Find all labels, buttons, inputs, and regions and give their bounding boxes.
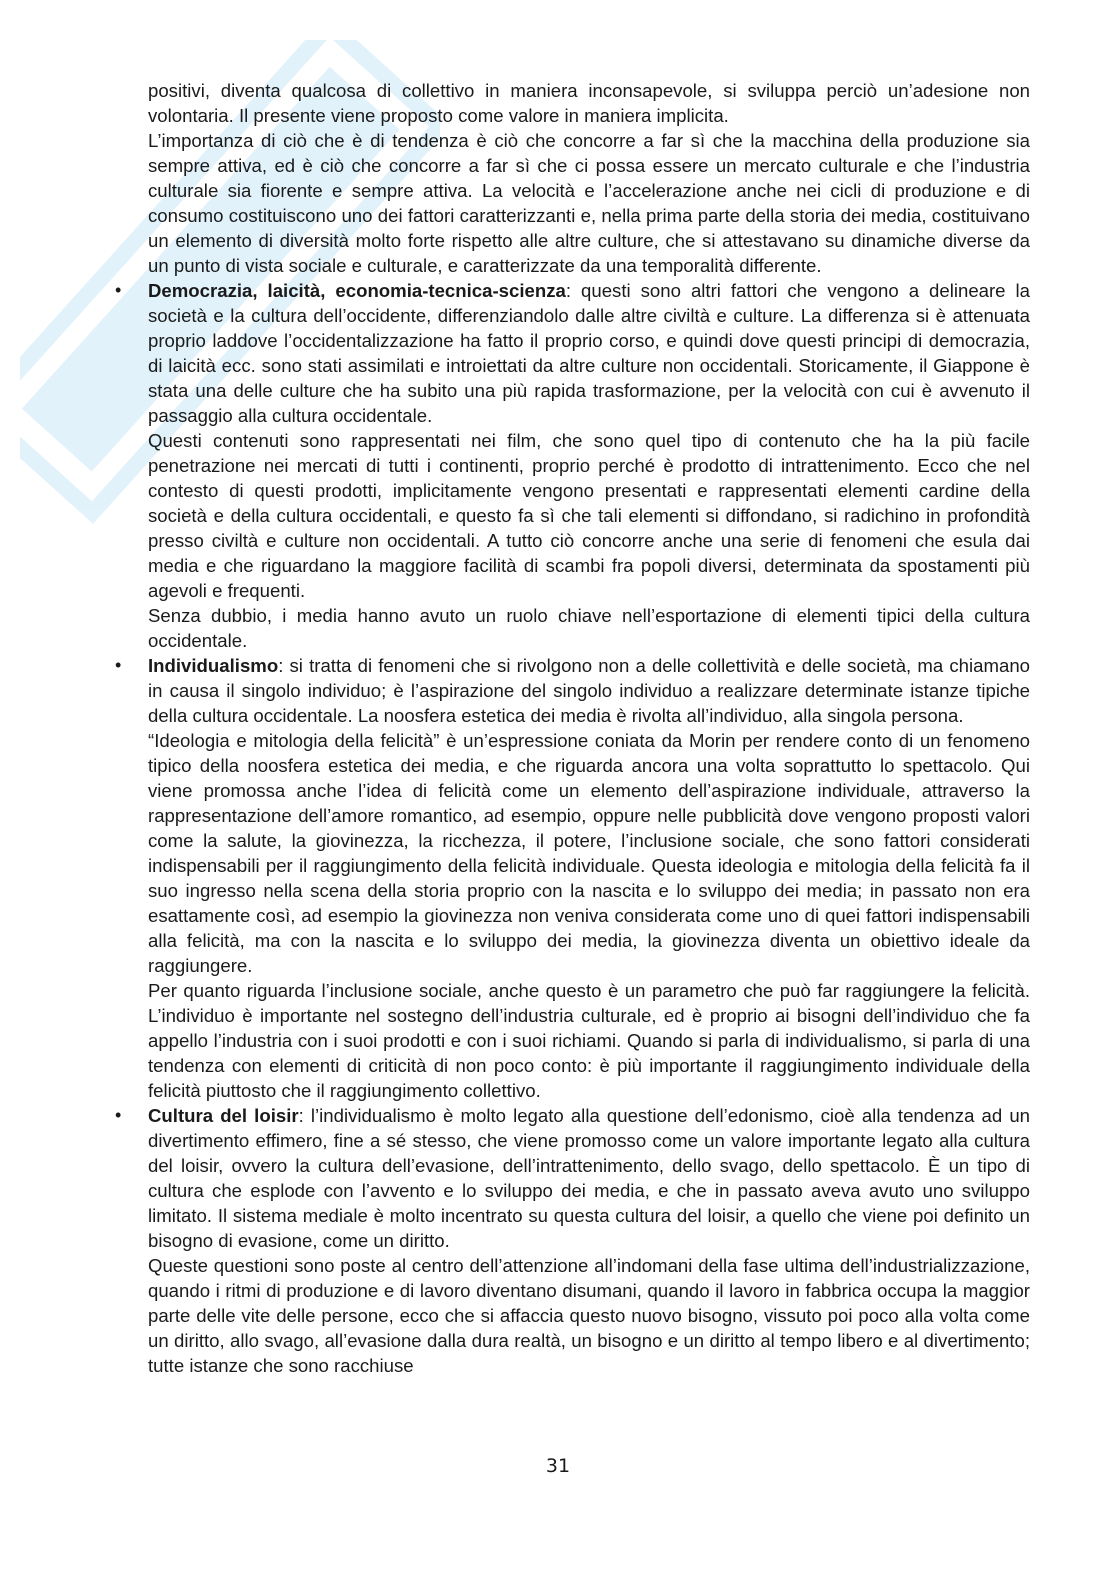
bullet-text: : si tratta di fenomeni che si rivolgono non a delle collettività e delle società, ma chiamano in causa il singolo individuo; è l’aspirazione del singolo individuo a realizzare determinate istanze tipiche della cultura occidentale. La noosfera estetica dei media è rivolta all’individuo, alla singola persona.: [148, 655, 1030, 726]
bullet-lead: [148, 1103, 1030, 1253]
intro-paragraph-1: positivi, diventa qualcosa di collettivo in maniera inconsapevole, si sviluppa perciò un’adesione non volontaria. Il presente viene proposto come valore in maniera implicita.: [148, 80, 1030, 126]
bullet-term: Individualismo: [148, 655, 279, 676]
bullet-lead: [148, 653, 1030, 728]
bullet-item-individualismo: [148, 653, 1030, 1103]
bullet-item-loisir: [148, 1103, 1030, 1378]
bullet-paragraph: Queste questioni sono poste al centro dell’attenzione all’indomani della fase ultima dell’industrializzazione, quando i ritmi di produzione e di lavoro diventano disumani, quando il lavoro in fabbrica occupa la maggior parte delle vite delle persone, ecco che si affaccia questo nuovo bisogno, vissuto poi poco alla volta come un diritto, allo svago, all’evasione dalla dura realtà, un bisogno e un diritto al tempo libero e al divertimento; tutte istanze che sono racchiuse: [148, 1255, 1030, 1376]
bullet-item-democrazia: [148, 278, 1030, 653]
bullet-paragraph: “Ideologia e mitologia della felicità” è un’espressione coniata da Morin per rendere conto di un fenomeno tipico della noosfera estetica dei media, e che riguarda ancora una volta soprattutto lo spettacolo. Qui viene promossa anche l’idea di felicità come un elemento dell’aspirazione individuale, attraverso la rappresentazione dell’amore romantico, ad esempio, oppure nelle pubblicità dove vengono proposti valori come la salute, la giovinezza, la ricchezza, il potere, l’inclusione sociale, che sono fattori considerati indispensabili per il raggiungimento della felicità individuale. Questa ideologia e mitologia della felicità fa il suo ingresso nella scena della storia proprio con la nascita e lo sviluppo dei media; in passato non era esattamente così, ad esempio la giovinezza non veniva considerata come uno di quei fattori indispensabili alla felicità, ma con la nascita e lo sviluppo dei media, la giovinezza diventa un obiettivo ideale da raggiungere.: [148, 730, 1030, 976]
document-body: [148, 78, 1030, 1378]
intro-paragraph-2: L’importanza di ciò che è di tendenza è ciò che concorre a far sì che la macchina della produzione sia sempre attiva, ed è ciò che concorre a far sì che ci possa essere un mercato culturale e che l’industria culturale sia fiorente e sempre attiva. La velocità e l’accelerazione anche nei cicli di produzione e di consumo costituiscono uno dei fattori caratterizzanti e, nella prima parte della storia dei media, costituivano un elemento di diversità molto forte rispetto alle altre culture, che si attestavano su dinamiche diverse da un punto di vista sociale e culturale, e caratterizzate da una temporalità differente.: [148, 130, 1030, 276]
bullet-list: [148, 278, 1030, 1378]
bullet-text: : questi sono altri fattori che vengono a delineare la società e la cultura dell’occidente, differenziandolo dalle altre civiltà e culture. La differenza si è attenuata proprio laddove l’occidentalizzazione ha fatto il proprio corso, e quindi dove questi principi di democrazia, di laicità ecc. sono stati assimilati e introiettati da altre culture non occidentali. Storicamente, il Giappone è stata una delle culture che ha subito una più rapida trasformazione, per la velocità con cui è avvenuto il passaggio alla cultura occidentale.: [148, 280, 1030, 426]
bullet-paragraph: Per quanto riguarda l’inclusione sociale, anche questo è un parametro che può far raggiungere la felicità. L’individuo è importante nel sostegno dell’industria culturale, ed è proprio ai bisogni dell’individuo che fa appello l’industria con i suoi prodotti e con i suoi richiami. Quando si parla di individualismo, si parla di una tendenza con elementi di criticità di non poco conto: è più importante il raggiungimento individuale della felicità piuttosto che il raggiungimento collettivo.: [148, 980, 1030, 1101]
bullet-term: Cultura del loisir: [148, 1105, 299, 1126]
bullet-paragraph: Questi contenuti sono rappresentati nei film, che sono quel tipo di contenuto che ha la più facile penetrazione nei mercati di tutti i continenti, proprio perché è prodotto di intrattenimento. Ecco che nel contesto di questi prodotti, implicitamente vengono presentati e rappresentati elementi cardine della società e della cultura occidentali, e questo fa sì che tali elementi si diffondano, si radichino in profondità presso civiltà e culture non occidentali. A tutto ciò concorre anche una serie di fenomeni che esula dai media e che riguardano la maggiore facilità di scambi fra popoli diversi, determinata da spostamenti più agevoli e frequenti.: [148, 430, 1030, 601]
bullet-term: Democrazia, laicità, economia-tecnica-scienza: [148, 280, 566, 301]
bullet-paragraph: Senza dubbio, i media hanno avuto un ruolo chiave nell’esportazione di elementi tipici della cultura occidentale.: [148, 605, 1030, 651]
page-number: 31: [545, 1455, 571, 1477]
bullet-lead: [148, 278, 1030, 428]
bullet-text: : l’individualismo è molto legato alla questione dell’edonismo, cioè alla tendenza ad un divertimento effimero, fine a sé stesso, che viene promosso come un valore importante legato alla cultura del loisir, ovvero la cultura dell’evasione, dell’intrattenimento, dello svago, dello spettacolo. È un tipo di cultura che esplode con l’avvento e lo sviluppo dei media, e che in passato aveva avuto uno sviluppo limitato. Il sistema mediale è molto incentrato su questa cultura del loisir, a quello che viene poi definito un bisogno di evasione, come un diritto.: [148, 1105, 1030, 1251]
